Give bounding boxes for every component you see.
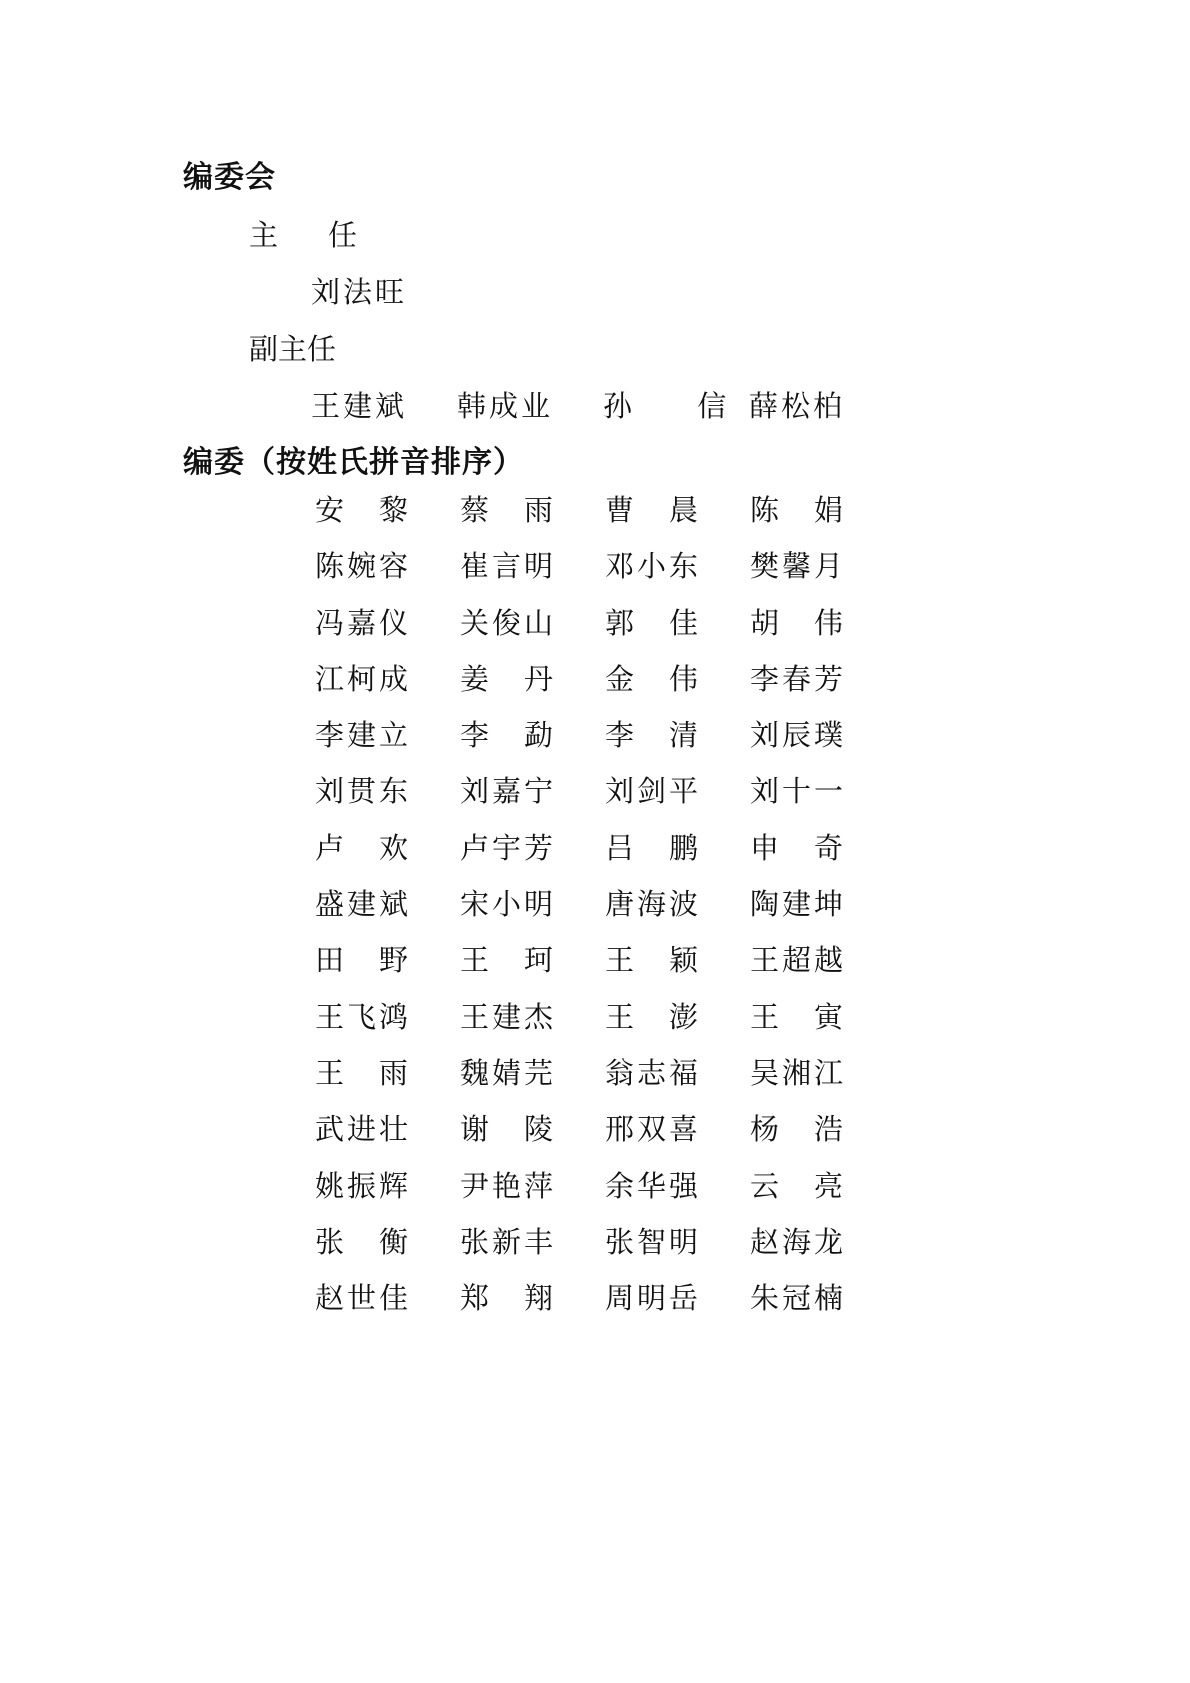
member-name: 谢 陵 — [460, 1112, 556, 1147]
member-name: 江柯成 — [315, 661, 412, 696]
member-name: 张 衡 — [315, 1224, 411, 1259]
member-name: 赵世佳 — [315, 1281, 412, 1316]
member-name: 武进壮 — [315, 1112, 412, 1147]
member-name: 刘辰璞 — [750, 718, 847, 753]
members-list — [315, 490, 875, 1334]
director-name: 刘法旺 — [311, 275, 408, 309]
member-name: 张智明 — [605, 1224, 702, 1259]
member-name: 刘十一 — [750, 774, 847, 809]
members-title: 编委（按姓氏拼音排序） — [183, 445, 524, 480]
member-name: 云 亮 — [750, 1168, 846, 1203]
member-name: 李春芳 — [750, 661, 847, 696]
member-name: 田 野 — [315, 943, 411, 978]
member-name: 刘剑平 — [605, 774, 702, 809]
member-name: 杨 浩 — [750, 1112, 846, 1147]
deputy-name: 韩成业 — [457, 389, 554, 423]
member-name: 邓小东 — [605, 549, 702, 584]
member-name: 陶建坤 — [750, 887, 847, 922]
member-name: 郭 佳 — [605, 605, 701, 640]
member-name: 陈 娟 — [750, 493, 846, 527]
editorial-committee-title: 编委会 — [183, 160, 276, 195]
member-name: 余华强 — [605, 1168, 702, 1203]
member-name: 王 澎 — [605, 999, 701, 1034]
member-name: 金 伟 — [605, 661, 701, 696]
member-name: 樊馨月 — [750, 549, 847, 584]
member-name: 李建立 — [315, 718, 412, 753]
member-name: 郑 翔 — [460, 1281, 556, 1316]
member-name: 王 珂 — [460, 943, 556, 978]
member-name: 冯嘉仪 — [315, 605, 412, 640]
member-name: 王超越 — [750, 943, 847, 978]
member-name: 张新丰 — [460, 1224, 557, 1259]
member-name: 魏婧芫 — [460, 1055, 557, 1090]
member-name: 姜 丹 — [460, 661, 556, 696]
member-name: 吴湘江 — [750, 1055, 847, 1090]
member-name: 吕 鹏 — [605, 830, 701, 865]
member-name: 申 奇 — [750, 830, 846, 865]
member-name: 卢宇芳 — [460, 830, 557, 865]
member-name: 王 寅 — [750, 999, 846, 1034]
member-name: 王 雨 — [315, 1055, 411, 1090]
member-name: 朱冠楠 — [750, 1281, 847, 1316]
member-name: 刘贯东 — [315, 774, 412, 809]
deputy-name: 孙 信 — [603, 389, 755, 423]
member-name: 王建杰 — [460, 999, 557, 1034]
member-name: 赵海龙 — [750, 1224, 847, 1259]
member-name: 关俊山 — [460, 605, 557, 640]
deputy-director-label: 副主任 — [249, 332, 337, 366]
deputy-name: 薛松柏 — [749, 389, 846, 423]
member-name: 李 勐 — [460, 718, 556, 753]
member-name: 姚振辉 — [315, 1168, 412, 1203]
member-name: 翁志福 — [605, 1055, 702, 1090]
member-name: 蔡 雨 — [460, 493, 556, 527]
member-name: 陈婉容 — [315, 549, 412, 584]
member-name: 唐海波 — [605, 887, 702, 922]
member-name: 崔言明 — [460, 549, 557, 584]
member-name: 卢 欢 — [315, 830, 411, 865]
member-name: 盛建斌 — [315, 887, 412, 922]
member-name: 李 清 — [605, 718, 701, 753]
member-name: 曹 晨 — [605, 493, 701, 527]
member-name: 安 黎 — [315, 493, 411, 527]
member-name: 刘嘉宁 — [460, 774, 557, 809]
member-name: 王飞鸿 — [315, 999, 412, 1034]
member-name: 邢双喜 — [605, 1112, 702, 1147]
member-name: 尹艳萍 — [460, 1168, 557, 1203]
member-name: 周明岳 — [605, 1281, 702, 1316]
deputy-name: 王建斌 — [311, 389, 408, 423]
member-name: 王 颖 — [605, 943, 701, 978]
member-name: 宋小明 — [460, 887, 557, 922]
director-label: 主任 — [249, 218, 408, 252]
member-name: 胡 伟 — [750, 605, 846, 640]
